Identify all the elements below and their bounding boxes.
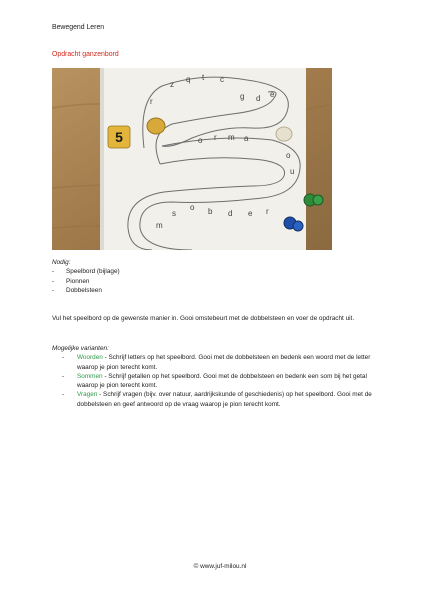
variant-item-woorden xyxy=(52,353,382,372)
svg-text:r: r xyxy=(150,97,153,106)
section-title: Opdracht ganzenbord xyxy=(52,51,119,58)
svg-text:a: a xyxy=(244,134,249,143)
variant-item-sommen xyxy=(52,372,382,391)
svg-text:e: e xyxy=(248,209,253,218)
svg-text:r: r xyxy=(266,207,269,216)
svg-text:q: q xyxy=(186,75,191,84)
svg-text:c: c xyxy=(220,75,224,84)
svg-text:z: z xyxy=(170,80,174,89)
materials-list xyxy=(52,267,120,295)
svg-text:m: m xyxy=(156,221,163,230)
materials-label: Nodig: xyxy=(52,259,71,266)
svg-text:d: d xyxy=(256,94,261,103)
pawn-white xyxy=(276,127,292,141)
variants-section xyxy=(52,344,382,409)
pawn-yellow xyxy=(147,118,165,134)
variant-keyword: Vragen xyxy=(77,391,98,399)
svg-text:o: o xyxy=(198,136,203,145)
variant-text: - Schrijf vragen (bijv. over natuur, aardrijkskunde of geschiedenis) op het speelbord. Gooi met de dobbelsteen en geef antwoord op de vraag waarop je pion terecht komt. xyxy=(77,391,372,408)
svg-text:m: m xyxy=(228,133,235,142)
svg-text:o: o xyxy=(190,203,195,212)
paper-shadow xyxy=(100,68,104,250)
footer-copyright: © www.juf-milou.nl xyxy=(193,563,247,570)
board-game-photo xyxy=(52,68,332,250)
variant-keyword: Woorden xyxy=(77,354,103,362)
svg-text:d: d xyxy=(228,209,233,218)
svg-text:5: 5 xyxy=(115,129,123,145)
list-item: - Speelbord (bijlage) xyxy=(52,267,120,276)
materials-section xyxy=(52,258,120,295)
variants-label: Mogelijke varianten: xyxy=(52,345,109,352)
list-item: - Dobbelsteen xyxy=(52,286,120,295)
svg-text:b: b xyxy=(208,207,213,216)
die xyxy=(108,126,130,148)
list-item: - Pionnen xyxy=(52,277,120,286)
svg-text:e: e xyxy=(270,90,275,99)
variants-list xyxy=(52,353,382,409)
pawn-blue xyxy=(293,221,303,231)
pawn-green xyxy=(313,195,323,205)
page-header: Bewegend Leren xyxy=(52,24,105,31)
svg-text:g: g xyxy=(240,92,245,101)
instruction-paragraph: Vul het speelbord op de gewenste manier in. Gooi omstebeurt met de dobbelsteen en voer de opdracht uit. xyxy=(52,315,355,322)
variant-text: - Schrijf getallen op het speelbord. Gooi met de dobbelsteen en bedenk een som bij het getal waarop je pion terecht komt. xyxy=(77,372,367,390)
svg-text:s: s xyxy=(172,209,176,218)
svg-text:t: t xyxy=(202,73,205,82)
variant-text: - Schrijf letters op het speelbord. Gooi met de dobbelsteen en bedenk een woord met de letter waarop je pion terecht komt. xyxy=(77,354,371,371)
variant-keyword: Sommen xyxy=(77,372,103,380)
variant-item-vragen xyxy=(52,390,382,409)
svg-text:o: o xyxy=(286,151,291,160)
svg-text:u: u xyxy=(290,167,295,176)
svg-text:r: r xyxy=(214,133,217,142)
paper-board xyxy=(100,68,306,250)
